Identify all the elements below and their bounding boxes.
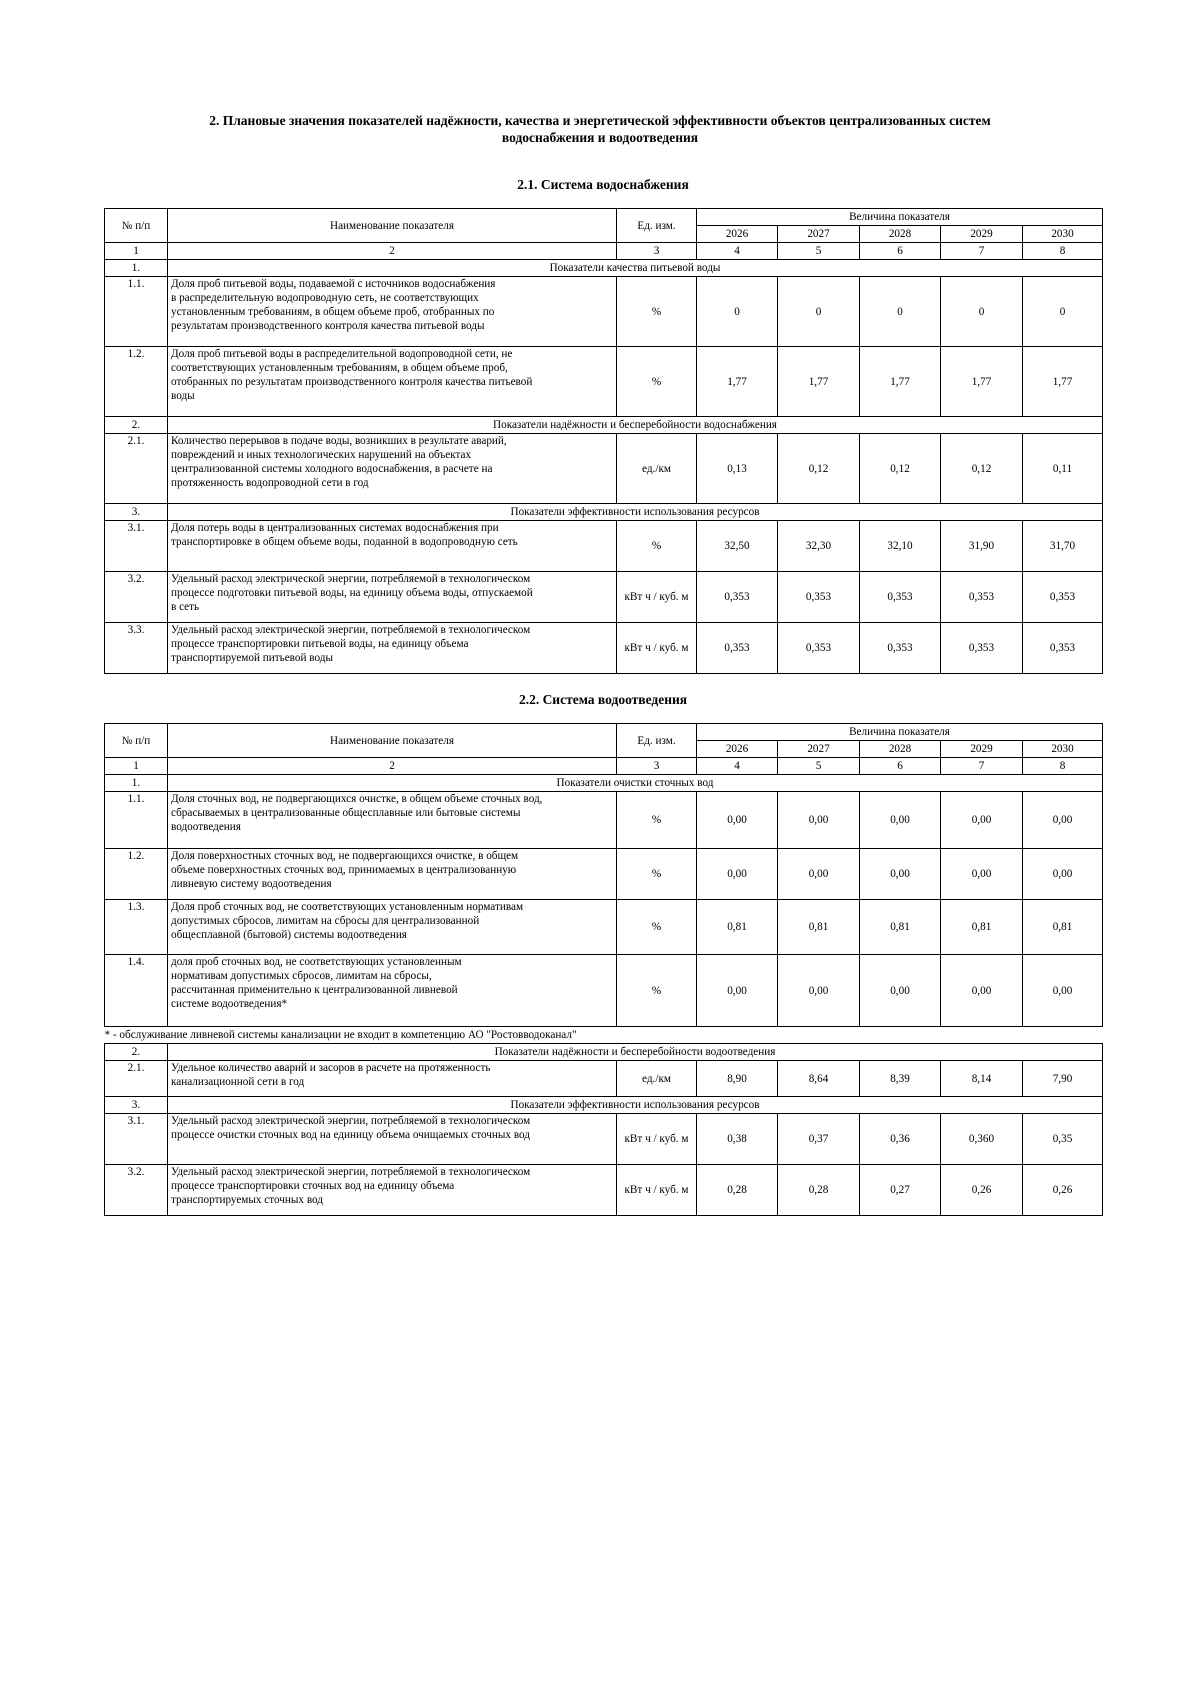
header-name: Наименование показателя [168, 724, 617, 758]
row-num: 3.3. [105, 623, 168, 674]
row-num: 2.1. [105, 1061, 168, 1097]
row-value: 0 [778, 277, 860, 347]
group-title: Показатели надёжности и бесперебойности водоотведения [168, 1044, 1103, 1061]
row-value: 0,00 [697, 849, 778, 900]
column-number: 3 [617, 758, 697, 775]
row-name-line: повреждений и иных технологических нарушений на объектах [171, 449, 472, 461]
row-value: 0,27 [860, 1165, 941, 1216]
row-name-line: ливневую систему водоотведения [171, 878, 332, 890]
row-name-line: доля проб сточных вод, не соответствующих установленным [171, 956, 462, 968]
row-name [168, 434, 617, 504]
row-value: 32,10 [860, 521, 941, 572]
header-year: 2026 [697, 741, 778, 758]
group-row [105, 1044, 1103, 1061]
row-name-line: Удельный расход электрической энергии, потребляемой в технологическом [171, 1115, 531, 1127]
row-unit: ед./км [617, 434, 697, 504]
row-num: 3.2. [105, 572, 168, 623]
row-unit: % [617, 792, 697, 849]
row-value: 0,11 [1023, 434, 1103, 504]
row-value: 0,00 [778, 955, 860, 1027]
row-name [168, 792, 617, 849]
row-num: 3.2. [105, 1165, 168, 1216]
row-name [168, 572, 617, 623]
row-value: 0,81 [941, 900, 1023, 955]
row-value: 0,12 [860, 434, 941, 504]
row-value: 0,353 [941, 623, 1023, 674]
row-value: 0,81 [860, 900, 941, 955]
table-row [105, 572, 1103, 623]
row-value: 32,50 [697, 521, 778, 572]
row-name [168, 1165, 617, 1216]
header-row [105, 724, 1103, 741]
column-number: 8 [1023, 758, 1103, 775]
header-unit: Ед. изм. [617, 209, 697, 243]
row-unit: % [617, 849, 697, 900]
header-year: 2028 [860, 741, 941, 758]
row-name-line: системе водоотведения* [171, 998, 288, 1010]
row-value: 0,81 [1023, 900, 1103, 955]
row-name [168, 955, 617, 1027]
row-name-line: Доля проб питьевой воды, подаваемой с источников водоснабжения [171, 278, 496, 290]
group-num: 2. [105, 1044, 168, 1061]
row-value: 0 [1023, 277, 1103, 347]
row-value: 1,77 [778, 347, 860, 417]
header-name: Наименование показателя [168, 209, 617, 243]
row-name-line: результатам производственного контроля качества питьевой воды [171, 320, 485, 332]
row-value: 0,353 [860, 623, 941, 674]
row-value: 0,00 [778, 849, 860, 900]
header-num: № п/п [105, 209, 168, 243]
row-value: 0 [860, 277, 941, 347]
footnote: * - обслуживание ливневой системы канализации не входит в компетенцию АО "Ростовводоканал" [104, 1029, 577, 1041]
header-row [105, 209, 1103, 226]
column-number: 5 [778, 243, 860, 260]
row-value: 8,39 [860, 1061, 941, 1097]
column-number: 8 [1023, 243, 1103, 260]
row-name [168, 900, 617, 955]
row-value: 0,353 [941, 572, 1023, 623]
group-row [105, 260, 1103, 277]
row-num: 3.1. [105, 521, 168, 572]
section-title-wastewater: 2.2. Система водоотведения [518, 692, 688, 707]
header-year: 2028 [860, 226, 941, 243]
row-value: 0,00 [860, 792, 941, 849]
row-value: 0 [697, 277, 778, 347]
group-row [105, 504, 1103, 521]
row-value: 0,353 [1023, 623, 1103, 674]
table-row [105, 1114, 1103, 1165]
row-value: 0,353 [1023, 572, 1103, 623]
row-value: 1,77 [1023, 347, 1103, 417]
row-value: 0,37 [778, 1114, 860, 1165]
group-num: 3. [105, 1097, 168, 1114]
row-name-line: в распределительную водопроводную сеть, не соответствующих [171, 292, 479, 304]
table-row [105, 900, 1103, 955]
table-row [105, 955, 1103, 1027]
header-value: Величина показателя [697, 724, 1103, 741]
row-name-line: канализационной сети в год [171, 1076, 305, 1088]
group-row [105, 1097, 1103, 1114]
row-name-line: установленным требованиям, в общем объеме проб, отобранных по [171, 306, 495, 318]
table-row [105, 521, 1103, 572]
row-num: 1.2. [105, 849, 168, 900]
row-unit: % [617, 521, 697, 572]
row-num: 1.1. [105, 277, 168, 347]
row-name-line: соответствующих установленным требованиям, в общем объеме проб, [171, 362, 508, 374]
row-name-line: в сеть [171, 601, 200, 613]
row-value: 1,77 [860, 347, 941, 417]
table-row [105, 623, 1103, 674]
row-name-line: централизованной системы холодного водоснабжения, в расчете на [171, 463, 493, 475]
row-name-line: рассчитанная применительно к централизованной ливневой [171, 984, 458, 996]
header-year: 2030 [1023, 741, 1103, 758]
row-unit: кВт ч / куб. м [617, 572, 697, 623]
row-value: 0,12 [941, 434, 1023, 504]
row-unit: % [617, 900, 697, 955]
row-value: 0,00 [860, 955, 941, 1027]
row-name [168, 623, 617, 674]
group-title: Показатели эффективности использования ресурсов [168, 504, 1103, 521]
table-row [105, 1061, 1103, 1097]
row-value: 0,26 [941, 1165, 1023, 1216]
group-num: 3. [105, 504, 168, 521]
row-name-line: сбрасываемых в централизованные общесплавные или бытовые системы [171, 807, 521, 819]
row-value: 7,90 [1023, 1061, 1103, 1097]
group-row [105, 775, 1103, 792]
row-name [168, 347, 617, 417]
row-value: 0,00 [1023, 792, 1103, 849]
row-name-line: допустимых сбросов, лимитам на сбросы для централизованной [171, 915, 480, 927]
footnote-row [105, 1027, 1103, 1044]
row-name-line: общесплавной (бытовой) системы водоотведения [171, 929, 407, 941]
group-num: 2. [105, 417, 168, 434]
table-row [105, 347, 1103, 417]
row-name-line: процессе подготовки питьевой воды, на единицу объема воды, отпускаемой [171, 587, 533, 599]
row-value: 0,360 [941, 1114, 1023, 1165]
group-row [105, 417, 1103, 434]
row-name-line: Количество перерывов в подаче воды, возникших в результате аварий, [171, 435, 507, 447]
header-num: № п/п [105, 724, 168, 758]
row-name-line: транспортируемой питьевой воды [171, 652, 333, 664]
row-value: 0,00 [941, 849, 1023, 900]
column-number: 1 [105, 243, 168, 260]
header-year: 2027 [778, 226, 860, 243]
row-name-line: Доля поверхностных сточных вод, не подвергающихся очистке, в общем [171, 850, 519, 862]
row-value: 0,00 [697, 955, 778, 1027]
header-value: Величина показателя [697, 209, 1103, 226]
row-value: 0,38 [697, 1114, 778, 1165]
row-value: 1,77 [941, 347, 1023, 417]
row-value: 0,81 [697, 900, 778, 955]
row-value: 0,13 [697, 434, 778, 504]
header-year: 2027 [778, 741, 860, 758]
row-unit: кВт ч / куб. м [617, 1114, 697, 1165]
row-value: 0,00 [1023, 955, 1103, 1027]
row-name-line: Доля проб питьевой воды в распределительной водопроводной сети, не [171, 348, 513, 360]
row-num: 2.1. [105, 434, 168, 504]
row-value: 0,28 [697, 1165, 778, 1216]
row-value: 0,00 [697, 792, 778, 849]
row-unit: % [617, 347, 697, 417]
row-value: 0,353 [697, 623, 778, 674]
group-num: 1. [105, 260, 168, 277]
table-row [105, 1165, 1103, 1216]
row-unit: ед./км [617, 1061, 697, 1097]
column-numbers-row [105, 758, 1103, 775]
row-name-line: процессе транспортировки питьевой воды, на единицу объема [171, 638, 469, 650]
row-name-line: нормативам допустимых сбросов, лимитам на сбросы, [171, 970, 432, 982]
column-number: 3 [617, 243, 697, 260]
column-number: 2 [168, 758, 617, 775]
row-num: 1.3. [105, 900, 168, 955]
header-year: 2026 [697, 226, 778, 243]
group-title: Показатели эффективности использования ресурсов [168, 1097, 1103, 1114]
row-unit: % [617, 277, 697, 347]
header-unit: Ед. изм. [617, 724, 697, 758]
row-name [168, 277, 617, 347]
row-name-line: Удельный расход электрической энергии, потребляемой в технологическом [171, 573, 531, 585]
row-name-line: транспортировке в общем объеме воды, поданной в водопроводную сеть [171, 536, 518, 548]
row-num: 1.2. [105, 347, 168, 417]
wastewater-table [104, 723, 1103, 1216]
column-numbers-row [105, 243, 1103, 260]
column-number: 5 [778, 758, 860, 775]
row-name-line: Удельное количество аварий и засоров в расчете на протяженность [171, 1062, 491, 1074]
group-title: Показатели надёжности и бесперебойности водоснабжения [168, 417, 1103, 434]
row-name-line: объеме поверхностных сточных вод, принимаемых в централизованную [171, 864, 517, 876]
row-value: 1,77 [697, 347, 778, 417]
group-title: Показатели качества питьевой воды [168, 260, 1103, 277]
row-name-line: процессе очистки сточных вод на единицу объема очищаемых сточных вод [171, 1129, 530, 1141]
row-value: 0,353 [860, 572, 941, 623]
row-value: 31,90 [941, 521, 1023, 572]
row-value: 8,14 [941, 1061, 1023, 1097]
column-number: 6 [860, 243, 941, 260]
column-number: 1 [105, 758, 168, 775]
row-value: 0,00 [778, 792, 860, 849]
row-name-line: Удельный расход электрической энергии, потребляемой в технологическом [171, 624, 531, 636]
row-value: 0,81 [778, 900, 860, 955]
document-title [130, 112, 1070, 146]
row-num: 1.4. [105, 955, 168, 1027]
row-name-line: процессе транспортировки сточных вод на единицу объема [171, 1180, 455, 1192]
row-value: 0,00 [1023, 849, 1103, 900]
row-unit: кВт ч / куб. м [617, 1165, 697, 1216]
row-value: 0,35 [1023, 1114, 1103, 1165]
row-value: 0,353 [697, 572, 778, 623]
row-name-line: Удельный расход электрической энергии, потребляемой в технологическом [171, 1166, 531, 1178]
row-value: 0,26 [1023, 1165, 1103, 1216]
header-year: 2030 [1023, 226, 1103, 243]
row-value: 0,353 [778, 623, 860, 674]
header-year: 2029 [941, 226, 1023, 243]
row-value: 0,36 [860, 1114, 941, 1165]
row-name-line: Доля проб сточных вод, не соответствующих установленным нормативам [171, 901, 524, 913]
column-number: 7 [941, 243, 1023, 260]
row-name-line: воды [171, 390, 195, 402]
row-value: 8,90 [697, 1061, 778, 1097]
row-num: 3.1. [105, 1114, 168, 1165]
row-value: 0,28 [778, 1165, 860, 1216]
group-num: 1. [105, 775, 168, 792]
row-name [168, 1061, 617, 1097]
water-supply-table [104, 208, 1103, 674]
row-value: 0,00 [941, 792, 1023, 849]
row-value: 0 [941, 277, 1023, 347]
row-value: 31,70 [1023, 521, 1103, 572]
row-name-line: отобранных по результатам производственного контроля качества питьевой [171, 376, 533, 388]
table-row [105, 434, 1103, 504]
header-year: 2029 [941, 741, 1023, 758]
row-name-line: протяженность водопроводной сети в год [171, 477, 369, 489]
row-value: 32,30 [778, 521, 860, 572]
document-title-line-1: 2. Плановые значения показателей надёжности, качества и энергетической эффективности объектов централизованных систем [209, 113, 991, 128]
row-name [168, 1114, 617, 1165]
document-title-line-2: водоснабжения и водоотведения [501, 130, 699, 145]
row-name-line: водоотведения [171, 821, 241, 833]
row-name-line: Доля потерь воды в централизованных системах водоснабжения при [171, 522, 499, 534]
row-unit: кВт ч / куб. м [617, 623, 697, 674]
column-number: 2 [168, 243, 617, 260]
row-name-line: Доля сточных вод, не подвергающихся очистке, в общем объеме сточных вод, [171, 793, 543, 805]
row-num: 1.1. [105, 792, 168, 849]
row-value: 0,12 [778, 434, 860, 504]
row-value: 0,00 [860, 849, 941, 900]
row-value: 0,00 [941, 955, 1023, 1027]
row-name [168, 521, 617, 572]
column-number: 4 [697, 243, 778, 260]
group-title: Показатели очистки сточных вод [168, 775, 1103, 792]
column-number: 7 [941, 758, 1023, 775]
table-row [105, 849, 1103, 900]
table-row [105, 277, 1103, 347]
column-number: 4 [697, 758, 778, 775]
column-number: 6 [860, 758, 941, 775]
row-name-line: транспортируемых сточных вод [171, 1194, 323, 1206]
table-row [105, 792, 1103, 849]
row-unit: % [617, 955, 697, 1027]
row-value: 0,353 [778, 572, 860, 623]
row-value: 8,64 [778, 1061, 860, 1097]
section-title-water-supply: 2.1. Система водоснабжения [517, 177, 689, 192]
row-name [168, 849, 617, 900]
